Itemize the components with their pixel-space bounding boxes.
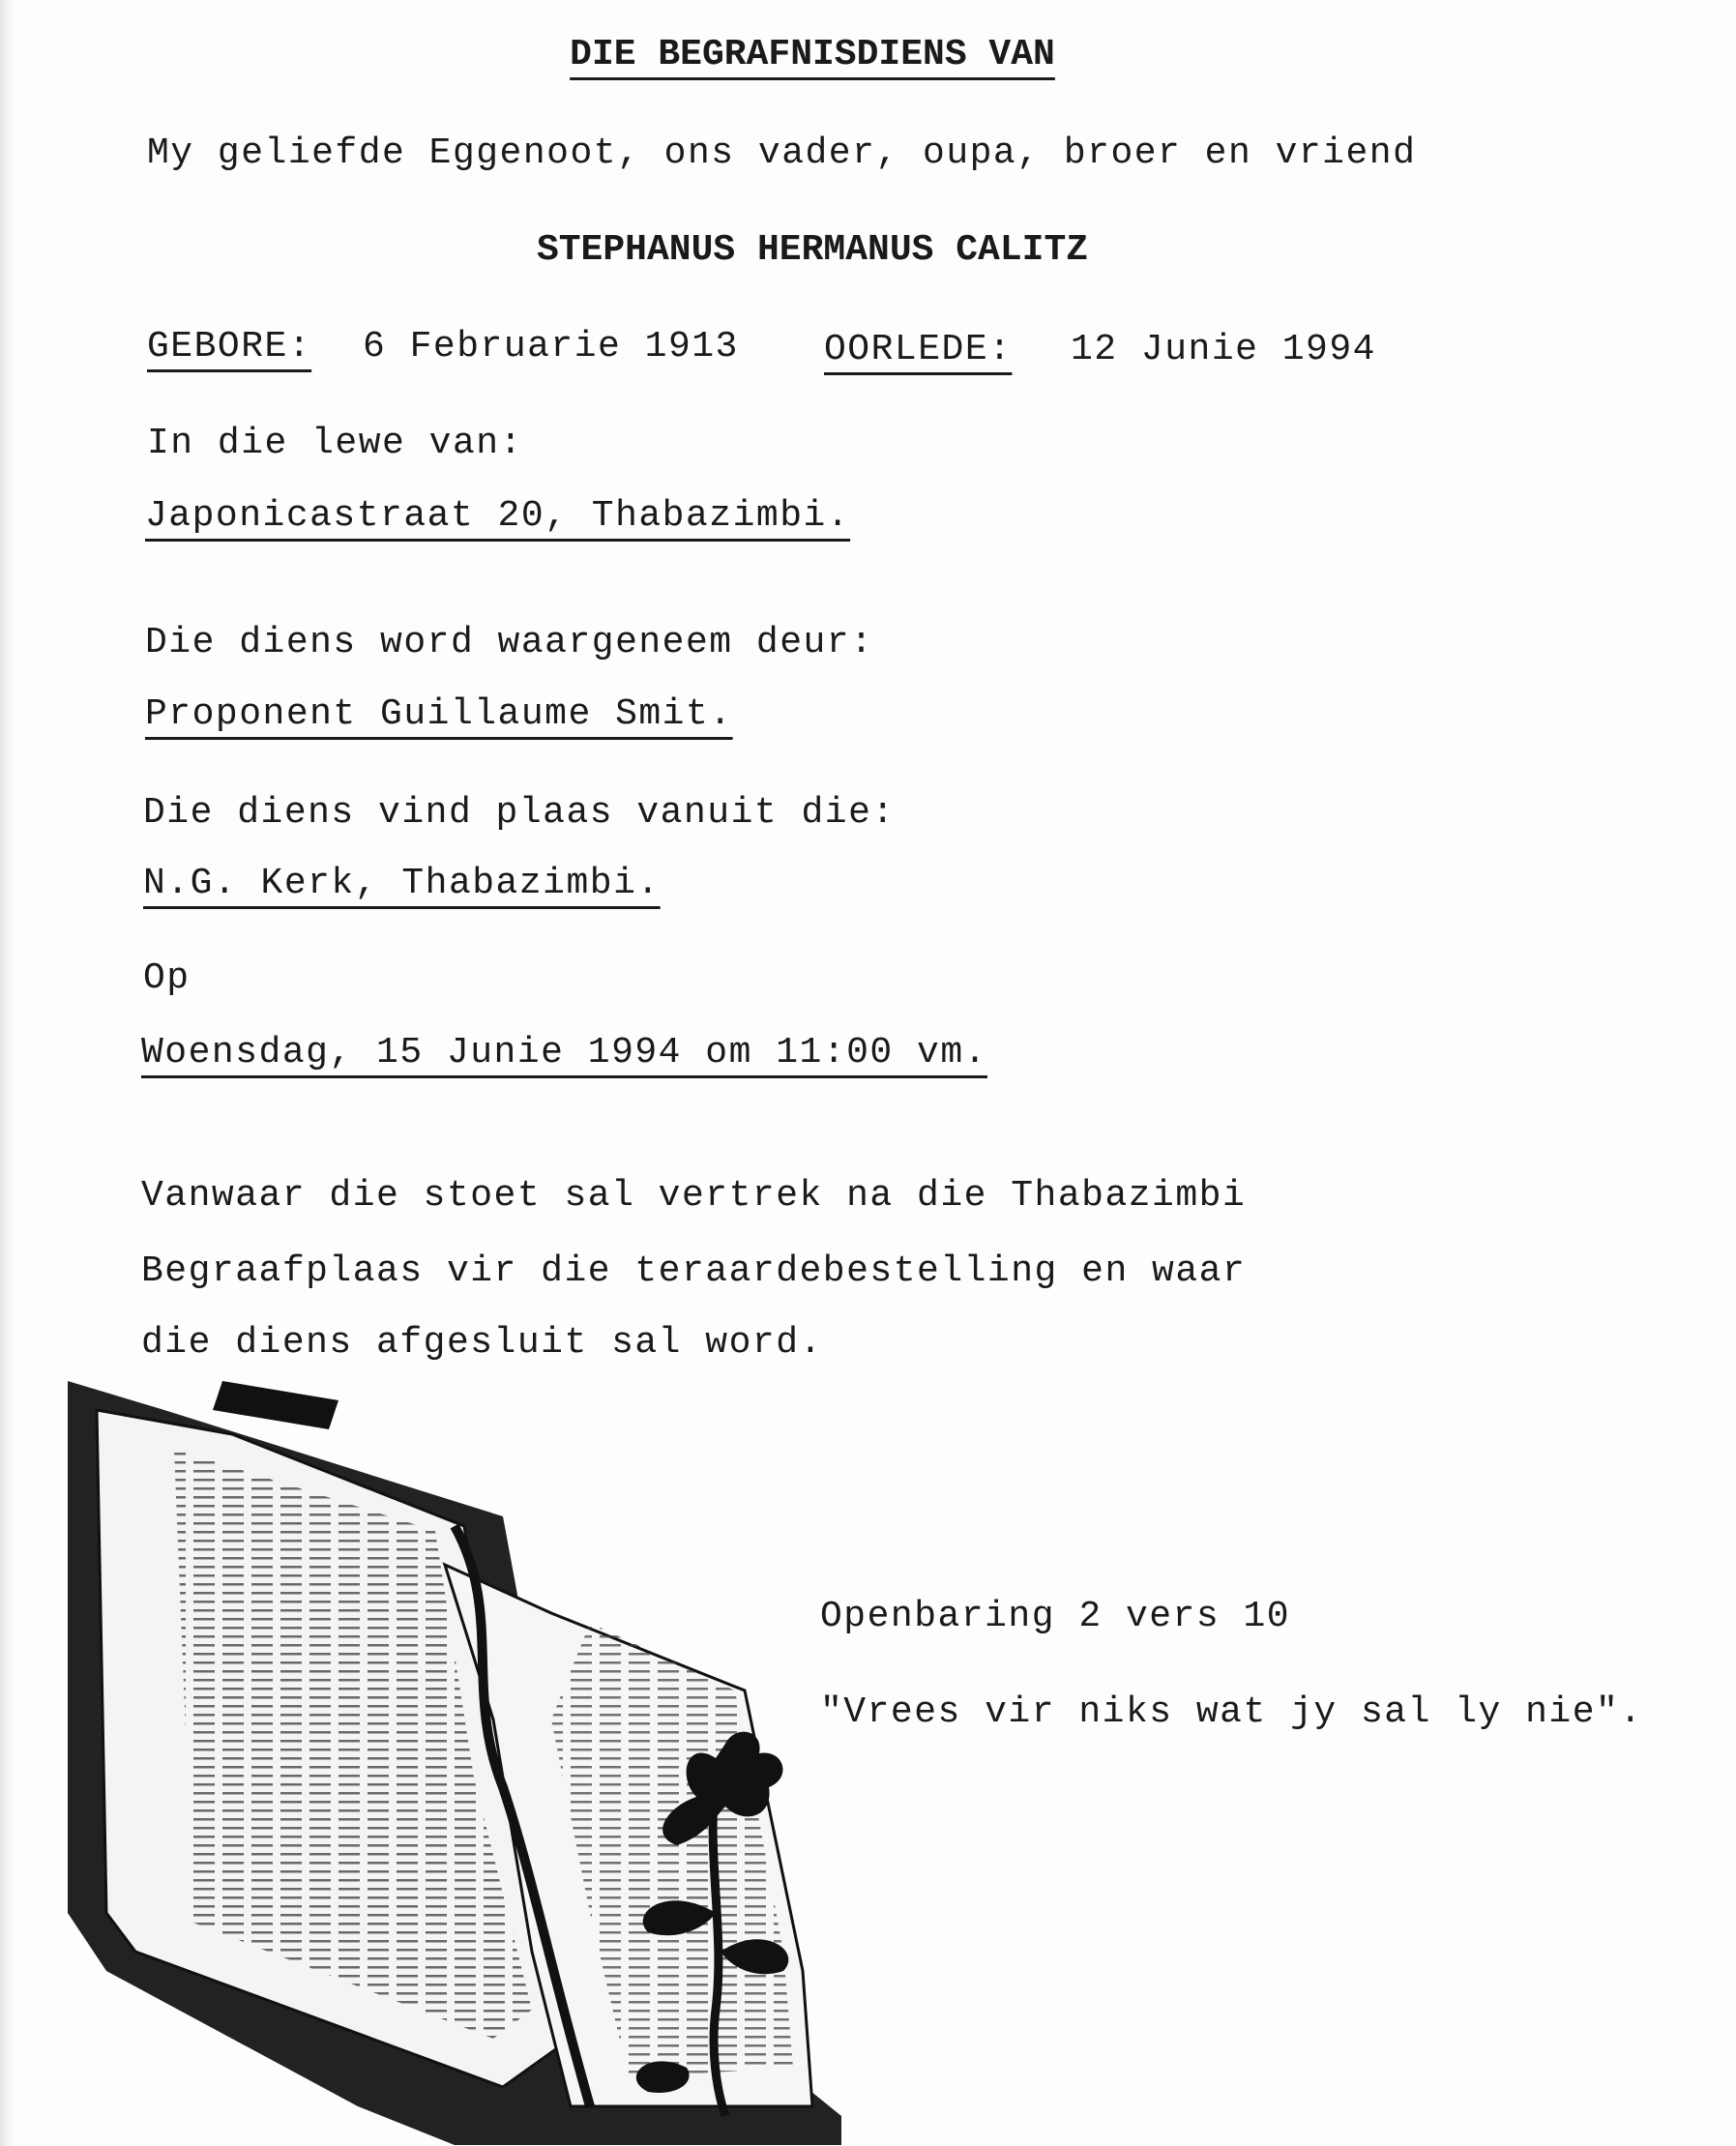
procession-line-3: die diens afgesluit sal word. — [141, 1322, 823, 1364]
venue-name: N.G. Kerk, Thabazimbi. — [143, 863, 661, 904]
scripture-reference: Openbaring 2 vers 10 — [820, 1596, 1291, 1637]
service-time-label: Op — [143, 957, 191, 999]
born-label: GEBORE: — [147, 326, 312, 367]
scripture-quote: "Vrees vir niks wat jy sal ly nie". — [820, 1691, 1643, 1733]
notice-heading: DIE BEGRAFNISDIENS VAN — [570, 34, 1055, 75]
procession-line-1: Vanwaar die stoet sal vertrek na die Thabazimbi — [141, 1175, 1247, 1217]
died-date: 12 Junie 1994 — [1071, 329, 1376, 370]
page-edge-shadow — [0, 0, 14, 2146]
bookmark-ribbon-icon — [213, 1381, 338, 1429]
died-label: OORLEDE: — [824, 329, 1013, 370]
officiant-label: Die diens word waargeneem deur: — [145, 622, 874, 663]
officiant-name: Proponent Guillaume Smit. — [145, 693, 733, 735]
dedication-line: My geliefde Eggenoot, ons vader, oupa, broer en vriend — [147, 132, 1417, 174]
procession-line-2: Begraafplaas vir die teraardebestelling en waar — [141, 1250, 1247, 1292]
deceased-name: STEPHANUS HERMANUS CALITZ — [536, 229, 1089, 271]
venue-label: Die diens vind plaas vanuit die: — [143, 792, 896, 834]
residence-label: In die lewe van: — [147, 423, 523, 464]
residence-address: Japonicastraat 20, Thabazimbi. — [145, 495, 851, 537]
born-date: 6 Februarie 1913 — [363, 326, 739, 367]
open-bible-illustration — [48, 1371, 851, 2145]
service-time-value: Woensdag, 15 Junie 1994 om 11:00 vm. — [141, 1032, 987, 1073]
